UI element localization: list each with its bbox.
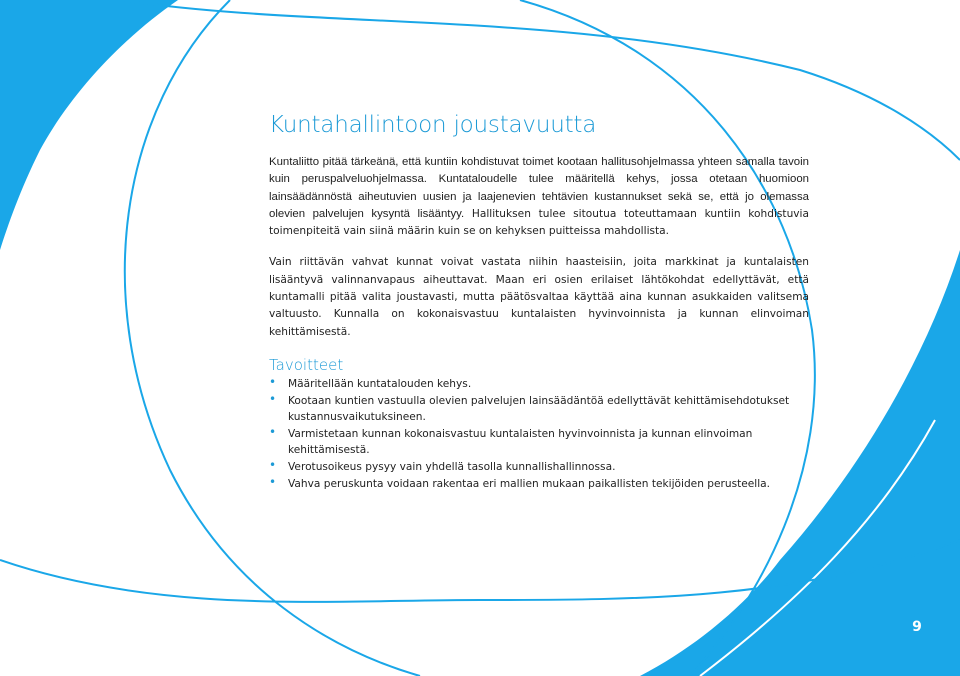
goal-text: Verotusoikeus pysyy vain yhdellä tasolla kunnallishallinnossa. [288,460,616,473]
intro-paragraph-part1: Kuntaliitto pitää tärkeänä, että kuntiin kohdistuvat toimet kootaan hallitusohjelmassa yhteen samalla tavoin kuin peruspalveluohjelmassa. Kuntataloudelle tulee määritellä kehys, jossa otetaan huomioon lainsäädännöstä aiheutuvien uusien ja laajenevien tehtävien kustannukset sekä se, että jo olemassa olevien palvelujen kysyntä lisääntyy. [269,156,809,220]
body-paragraph [269,254,809,340]
list-item [269,459,809,476]
main-content [269,108,809,492]
bullet-icon: • [269,474,277,489]
bullet-icon: • [269,424,277,439]
intro-paragraph-part2: Hallituksen tulee sitoutua toteuttamaan kuntiin kohdistuvia toimenpiteitä vain siinä määrin kuin se on kehyksen puitteissa mahdollista. [269,207,809,238]
goals-list [269,376,809,492]
list-item [269,376,809,393]
intro-paragraph [269,154,809,240]
goals-heading: Tavoitteet [269,355,344,374]
page-number: 9 [912,619,922,635]
list-item [269,426,809,459]
goal-text: Kootaan kuntien vastuulla olevien palvelujen lainsäädäntöä edellyttävät kehittämisehdotukset kustannusvaikutuksineen. [288,394,790,424]
body-paragraph-text: Vain riittävän vahvat kunnat voivat vastata niihin haasteisiin, joita markkinat ja kuntalaisten lisääntyvä valinnanvapaus aiheuttavat. Maan eri osien erilaiset lähtökohdat edellyttävät, että kuntamalli pitää valita joustavasti, mutta päätösvaltaa käyttää aina kunnan asukkaiden valitsema valtuusto. Kunnalla on kokonaisvastuu kuntalaisten hyvinvoinnista ja kunnan elinvoiman kehittämisestä. [269,256,809,338]
bullet-icon: • [269,457,277,472]
list-item [269,476,809,493]
page-title: Kuntahallintoon joustavuutta [269,112,597,138]
list-item [269,393,809,426]
bullet-icon: • [269,391,277,406]
goal-text: Määritellään kuntatalouden kehys. [288,377,472,390]
goal-text: Vahva peruskunta voidaan rakentaa eri mallien mukaan paikallisten tekijöiden perusteella. [288,477,771,490]
bullet-icon: • [269,374,277,389]
goal-text: Varmistetaan kunnan kokonaisvastuu kuntalaisten hyvinvoinnista ja kunnan elinvoiman kehittämisestä. [288,427,753,457]
